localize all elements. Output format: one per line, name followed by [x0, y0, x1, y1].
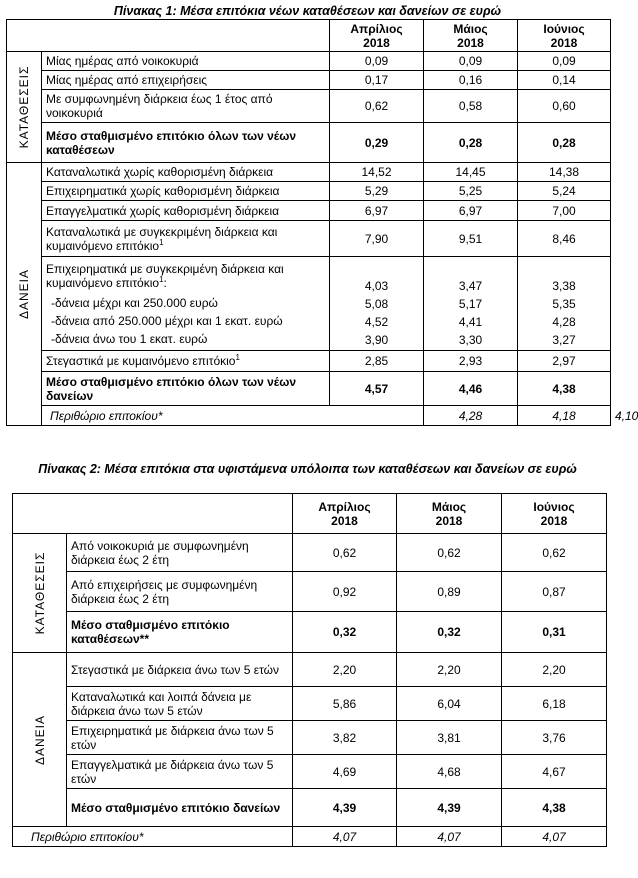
cell-value: 0,62 [293, 534, 397, 572]
cell-value: 0,17 [330, 71, 424, 90]
cell-value: 0,28 [518, 123, 611, 163]
cell-value: 0,58 [424, 90, 518, 123]
cell-value: 3,82 [293, 721, 397, 755]
cell-value: 0,16 [424, 71, 518, 90]
row-label: Μίας ημέρας από επιχειρήσεις [42, 71, 330, 90]
table1-header-month: Απρίλιος 2018 [330, 20, 424, 52]
row-label: Καταναλωτικά χωρίς καθορισμένη διάρκεια [42, 163, 330, 182]
cell-value: 2,85 [330, 351, 424, 372]
row-label: Με συμφωνημένη διάρκεια έως 1 έτος από νοικοκυριά [42, 90, 330, 123]
cell-value: 4,69 [293, 755, 397, 789]
cell-value: 4,57 [330, 372, 424, 406]
table-row-average [7, 372, 611, 406]
table2-loans-group-label: ΔΑΝΕΙΑ [13, 653, 67, 827]
cell-value: 5,25 [424, 182, 518, 201]
cell-value: 7,00 [518, 201, 611, 221]
cell-value: 4,68 [397, 755, 502, 789]
table2 [12, 493, 607, 847]
row-label: Μέσο σταθμισμένο επιτόκιο δανείων [67, 789, 293, 827]
cell-value: 8,46 [518, 221, 611, 257]
cell-value: 6,97 [330, 201, 424, 221]
row-label: Μέσο σταθμισμένο επιτόκιο όλων των νέων καταθέσεων [42, 123, 330, 163]
table1-title: Πίνακας 1: Μέσα επιτόκια νέων καταθέσεων και δανείων σε ευρώ [113, 4, 502, 18]
table2-deposits-group-label: ΚΑΤΑΘΕΣΕΙΣ [13, 534, 67, 653]
cell-value: 4,18 [518, 406, 611, 426]
cell-value: 4,03 5,08 4,52 3,90 [330, 257, 424, 351]
cell-value: 0,14 [518, 71, 611, 90]
row-label: Επιχειρηματικά με συγκεκριμένη διάρκεια και κυμαινόμενο επιτόκιο$^1$: -δάνεια μέχρι και 250.000 ευρώ -δάνεια από 250.000 μέχρι και 1 εκατ. ευρώ -δάνεια άνω του 1 εκατ. ευρώ [42, 257, 330, 351]
cell-value: 3,81 [397, 721, 502, 755]
table-row-average [7, 123, 611, 163]
row-label: Μέσο σταθμισμένο επιτόκιο καταθέσεων** [67, 612, 293, 653]
margin-label: Περιθώριο επιτοκίου* [13, 827, 293, 847]
cell-value: 14,38 [518, 163, 611, 182]
row-label: Καταναλωτικά με συγκεκριμένη διάρκεια και κυμαινόμενο επιτόκιο$^1$ [42, 221, 330, 257]
table-row [13, 687, 607, 721]
cell-value: 0,09 [330, 52, 424, 71]
cell-value: 4,07 [293, 827, 397, 847]
cell-value: 0,09 [424, 52, 518, 71]
table2-title: Πίνακας 2: Μέσα επιτόκια στα υφιστάμενα υπόλοιπα των καταθέσεων και δανείων σε ευρώ [38, 462, 577, 476]
margin-label: Περιθώριο επιτοκίου* [42, 406, 424, 426]
table1-deposits-group-label: ΚΑΤΑΘΕΣΕΙΣ [7, 52, 42, 163]
table2-header-month: Μάιος 2018 [397, 494, 502, 534]
table-row [7, 163, 611, 182]
cell-value: 0,09 [518, 52, 611, 71]
table-row [7, 221, 611, 257]
row-label: Επαγγελματικά με διάρκεια άνω των 5 ετών [67, 755, 293, 789]
subrow-label: -δάνεια άνω του 1 εκατ. ευρώ [51, 331, 208, 346]
table-row [7, 71, 611, 90]
table-row [7, 90, 611, 123]
cell-value: 4,39 [293, 789, 397, 827]
table1-header-month: Ιούνιος 2018 [518, 20, 611, 52]
table-row [13, 653, 607, 687]
table-row [7, 182, 611, 201]
table1 [6, 19, 638, 426]
table-row-margin [13, 827, 607, 847]
table2-header-blank [13, 494, 293, 534]
cell-value: 5,86 [293, 687, 397, 721]
cell-value: 4,07 [502, 827, 607, 847]
cell-value: 2,20 [293, 653, 397, 687]
cell-value: 3,76 [502, 721, 607, 755]
table-row-average [13, 789, 607, 827]
table-row [13, 721, 607, 755]
row-label: Από επιχειρήσεις με συμφωνημένη διάρκεια έως 2 έτη [67, 572, 293, 612]
row-label: Στεγαστικά με κυμαινόμενο επιτόκιο$^1$ [42, 351, 330, 372]
cell-value: 3,38 5,35 4,28 3,27 [518, 257, 611, 351]
table-row-business-loans [7, 257, 611, 351]
cell-value: 4,07 [397, 827, 502, 847]
cell-value: 6,18 [502, 687, 607, 721]
row-label: Επιχειρηματικά με διάρκεια άνω των 5 ετών [67, 721, 293, 755]
cell-value: 0,29 [330, 123, 424, 163]
row-label: Καταναλωτικά και λοιπά δάνεια με διάρκεια άνω των 5 ετών [67, 687, 293, 721]
cell-value: 2,97 [518, 351, 611, 372]
cell-value: 0,31 [502, 612, 607, 653]
cell-value: 3,47 5,17 4,41 3,30 [424, 257, 518, 351]
cell-value: 0,92 [293, 572, 397, 612]
cell-value: 4,28 [424, 406, 518, 426]
cell-value: 4,67 [502, 755, 607, 789]
cell-value: 5,29 [330, 182, 424, 201]
cell-value: 0,62 [397, 534, 502, 572]
cell-value: 2,93 [424, 351, 518, 372]
cell-value: 0,32 [397, 612, 502, 653]
row-label: Επαγγελματικά χωρίς καθορισμένη διάρκεια [42, 201, 330, 221]
row-label: Από νοικοκυριά με συμφωνημένη διάρκεια έως 2 έτη [67, 534, 293, 572]
table-row [13, 755, 607, 789]
cell-value: 2,20 [502, 653, 607, 687]
cell-value: 2,20 [397, 653, 502, 687]
table1-header-row [7, 20, 611, 52]
cell-value: 0,89 [397, 572, 502, 612]
cell-value: 0,62 [502, 534, 607, 572]
table2-header-month: Ιούνιος 2018 [502, 494, 607, 534]
table1-header-blank [7, 20, 330, 52]
cell-value: 7,90 [330, 221, 424, 257]
cell-value: 6,97 [424, 201, 518, 221]
cell-value: 4,38 [518, 372, 611, 406]
row-label: Μέσο σταθμισμένο επιτόκιο όλων των νέων δανείων [42, 372, 330, 406]
row-label: Μίας ημέρας από νοικοκυριά [42, 52, 330, 71]
cell-value: 4,39 [397, 789, 502, 827]
table-row [13, 534, 607, 572]
cell-value: 9,51 [424, 221, 518, 257]
cell-value: 5,24 [518, 182, 611, 201]
cell-value: 0,62 [330, 90, 424, 123]
subrow-label: -δάνεια από 250.000 μέχρι και 1 εκατ. ευρώ [51, 313, 283, 328]
cell-value: 0,60 [518, 90, 611, 123]
table-row [7, 52, 611, 71]
table-row-average [13, 612, 607, 653]
cell-value: 6,04 [397, 687, 502, 721]
table1-loans-group-label: ΔΑΝΕΙΑ [7, 163, 42, 426]
cell-value: 14,45 [424, 163, 518, 182]
table-row [7, 201, 611, 221]
cell-value: 0,32 [293, 612, 397, 653]
table-row-margin: Περιθώριο επιτοκίου* 4,28 4,18 4,10 [7, 406, 611, 426]
row-label: Επιχειρηματικά χωρίς καθορισμένη διάρκεια [42, 182, 330, 201]
row-label: Στεγαστικά με διάρκεια άνω των 5 ετών [67, 653, 293, 687]
table2-header-row [13, 494, 607, 534]
cell-value: 4,46 [424, 372, 518, 406]
cell-value: 0,87 [502, 572, 607, 612]
subrow-label: -δάνεια μέχρι και 250.000 ευρώ [51, 295, 218, 310]
cell-value: 0,28 [424, 123, 518, 163]
cell-value: 4,38 [502, 789, 607, 827]
cell-value: 14,52 [330, 163, 424, 182]
table-row [7, 351, 611, 372]
table-row [13, 572, 607, 612]
table1-header-month: Μάιος 2018 [424, 20, 518, 52]
table2-header-month: Απρίλιος 2018 [293, 494, 397, 534]
